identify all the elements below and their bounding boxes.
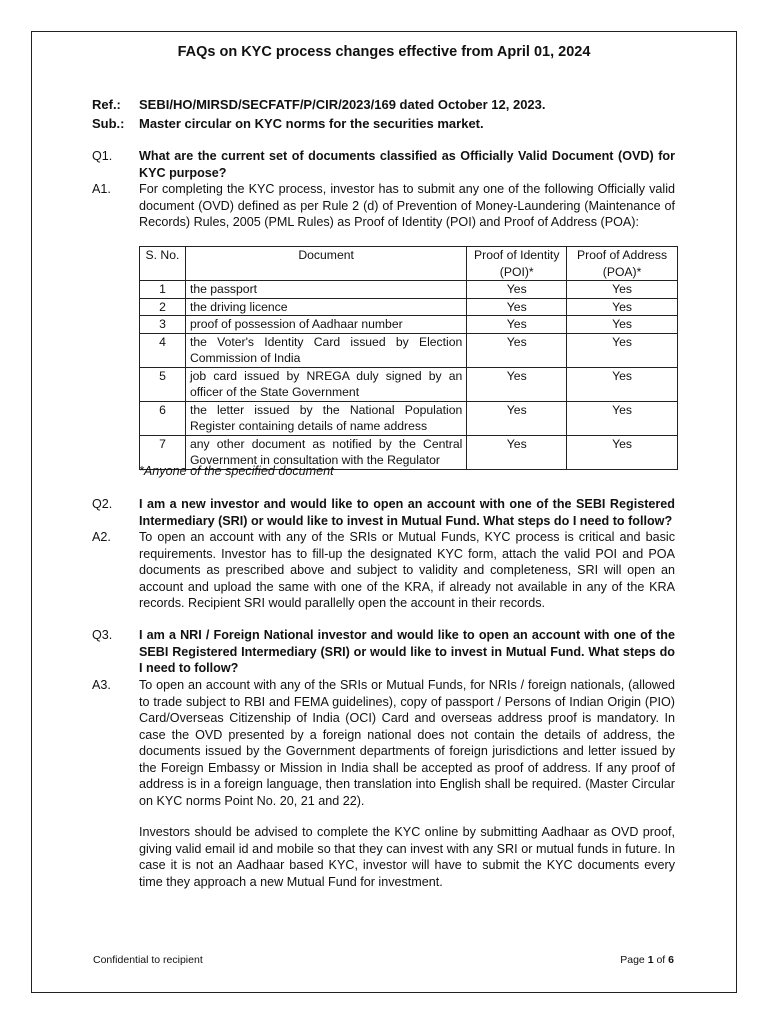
header-sno: S. No. xyxy=(140,247,186,281)
page-number xyxy=(620,954,674,966)
cell-poa: Yes xyxy=(567,435,678,469)
cell-sno: 3 xyxy=(140,316,186,334)
cell-document: any other document as notified by the Central Government in consultation with the Regulator xyxy=(185,435,466,469)
cell-document: job card issued by NREGA duly signed by an officer of the State Government xyxy=(185,367,466,401)
cell-sno: 2 xyxy=(140,298,186,316)
cell-poi: Yes xyxy=(467,333,567,367)
reference-line xyxy=(92,97,546,112)
header-document: Document xyxy=(185,247,466,281)
cell-poi: Yes xyxy=(467,435,567,469)
header-poa: Proof of Address (POA)* xyxy=(567,247,678,281)
q1-text: What are the current set of documents classified as Officially Valid Document (OVD) for KYC purpose? xyxy=(139,149,675,180)
a2-label: A2. xyxy=(92,530,111,544)
table-footnote: *Anyone of the specified document xyxy=(139,464,334,478)
cell-document: proof of possession of Aadhaar number xyxy=(185,316,466,334)
cell-sno: 7 xyxy=(140,435,186,469)
q2-text: I am a new investor and would like to open an account with one of the SEBI Registered Intermediary (SRI) or would like to invest in Mutual Fund. What steps do I need to follow? xyxy=(139,497,675,528)
cell-document: the driving licence xyxy=(185,298,466,316)
a1-label: A1. xyxy=(92,182,111,196)
cell-poa: Yes xyxy=(567,401,678,435)
a1-text: For completing the KYC process, investor has to submit any one of the following Officially valid document (OVD) defined as per Rule 2 (d) of Prevention of Money-Laundering (Maintenance of Records) Rules, 2005 (PML Rules) as Proof of Identity (POI) and Proof of Address (POA): xyxy=(139,182,675,229)
cell-poa: Yes xyxy=(567,281,678,299)
page-current: 1 xyxy=(647,954,654,966)
q1-label: Q1. xyxy=(92,149,113,163)
page-title: FAQs on KYC process changes effective from April 01, 2024 xyxy=(177,44,591,60)
table-row xyxy=(140,316,678,334)
table-row xyxy=(140,367,678,401)
page-of: of xyxy=(656,954,666,966)
ovd-table xyxy=(139,246,678,470)
q2-label: Q2. xyxy=(92,497,113,511)
a3-label: A3. xyxy=(92,678,111,692)
sub-value: Master circular on KYC norms for the securities market. xyxy=(139,116,484,131)
cell-sno: 6 xyxy=(140,401,186,435)
sub-label: Sub.: xyxy=(92,116,125,131)
ref-label: Ref.: xyxy=(92,97,121,112)
a3-text-2: Investors should be advised to complete the KYC online by submitting Aadhaar as OVD proof, giving valid email id and mobile so that they can invest with any SRI or mutual funds in future. In case it is not an Aadhaar based KYC, investor will have to submit the KYC documents every time they approach a new Mutual Fund for investment. xyxy=(139,825,675,889)
q3-text: I am a NRI / Foreign National investor and would like to open an account with one of the SEBI Registered Intermediary (SRI) or would like to invest in Mutual Fund. What steps do I need to follow? xyxy=(139,628,675,675)
table-row xyxy=(140,281,678,299)
cell-poi: Yes xyxy=(467,401,567,435)
cell-poa: Yes xyxy=(567,367,678,401)
cell-poi: Yes xyxy=(467,367,567,401)
cell-sno: 5 xyxy=(140,367,186,401)
cell-document: the Voter's Identity Card issued by Election Commission of India xyxy=(185,333,466,367)
cell-poi: Yes xyxy=(467,316,567,334)
page-total: 6 xyxy=(668,954,674,966)
cell-document: the passport xyxy=(185,281,466,299)
table-row xyxy=(140,401,678,435)
cell-poa: Yes xyxy=(567,316,678,334)
cell-poi: Yes xyxy=(467,298,567,316)
page-prefix: Page xyxy=(620,954,645,966)
subject-line xyxy=(92,116,484,131)
cell-poa: Yes xyxy=(567,333,678,367)
header-poi: Proof of Identity (POI)* xyxy=(467,247,567,281)
cell-document: the letter issued by the National Population Register containing details of name address xyxy=(185,401,466,435)
q3-label: Q3. xyxy=(92,628,113,642)
a3-text: To open an account with any of the SRIs or Mutual Funds, for NRIs / foreign nationals, (allowed to trade subject to RBI and FEMA guidelines), copy of passport / Persons of Indian Origin (PIO) Card/Overseas Citizenship of India (OCI) Card and overseas address proof is mandatory. In case the OVD presented by a foreign national does not contain the details of address, the documents issued by the Government departments of foreign jurisdictions and letter issued by the Foreign Embassy or Mission in India shall be accepted as proof of address. If any proof of address is in a foreign language, then translation into English shall be required. (Master Circular on KYC norms Point No. 20, 21 and 22). xyxy=(139,678,675,808)
a2-text: To open an account with any of the SRIs or Mutual Funds, KYC process is critical and basic requirements. Investor has to fill-up the designated KYC form, attach the valid POI and POA documents as prescribed above and subject to validity and completeness, SRI will open an account and upload the same with one of the KRA, if already not available in any of the KRA records. Recipient SRI would parallelly open the account in their records. xyxy=(139,530,675,610)
table-row xyxy=(140,333,678,367)
footer-confidential: Confidential to recipient xyxy=(93,954,203,966)
cell-sno: 4 xyxy=(140,333,186,367)
table-row xyxy=(140,298,678,316)
cell-poi: Yes xyxy=(467,281,567,299)
table-header-row xyxy=(140,247,678,281)
cell-poa: Yes xyxy=(567,298,678,316)
ref-value: SEBI/HO/MIRSD/SECFATF/P/CIR/2023/169 dated October 12, 2023. xyxy=(139,97,546,112)
cell-sno: 1 xyxy=(140,281,186,299)
